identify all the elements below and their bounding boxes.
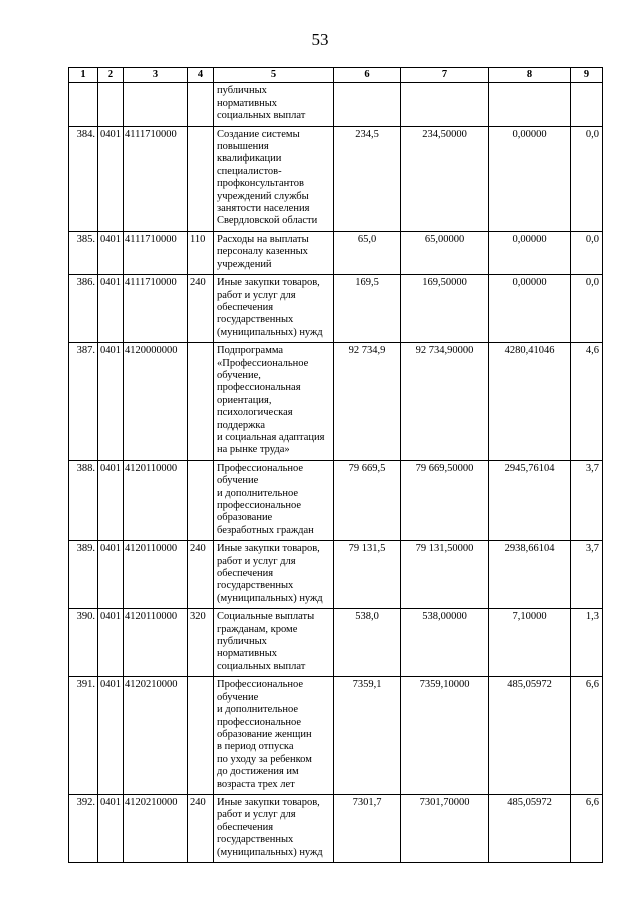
- row-number: 385.: [69, 231, 98, 274]
- expense-type-code: 240: [188, 541, 214, 609]
- page-number: 53: [311, 30, 329, 49]
- execution-percent: 1,3: [571, 609, 603, 677]
- approved-amount: 234,50000: [401, 126, 489, 231]
- planned-amount: [334, 83, 401, 126]
- section-code: [98, 83, 124, 126]
- execution-percent: 6,6: [571, 794, 603, 862]
- target-code: 4120110000: [124, 609, 188, 677]
- expense-type-code: 240: [188, 794, 214, 862]
- table-row: [69, 231, 603, 274]
- approved-amount: 169,50000: [401, 275, 489, 343]
- executed-amount: 2945,76104: [489, 460, 571, 540]
- section-code: 0401: [98, 677, 124, 795]
- budget-table: [68, 67, 603, 863]
- section-code: 0401: [98, 609, 124, 677]
- expense-type-code: [188, 126, 214, 231]
- executed-amount: 485,05972: [489, 677, 571, 795]
- execution-percent: 0,0: [571, 231, 603, 274]
- item-name: публичных нормативных социальных выплат: [214, 83, 334, 126]
- target-code: 4120210000: [124, 677, 188, 795]
- row-number: 392.: [69, 794, 98, 862]
- row-number: 386.: [69, 275, 98, 343]
- section-code: 0401: [98, 794, 124, 862]
- header-col-4: 4: [188, 68, 214, 83]
- execution-percent: 0,0: [571, 275, 603, 343]
- approved-amount: 79 669,50000: [401, 460, 489, 540]
- table-row: [69, 541, 603, 609]
- target-code: 4111710000: [124, 126, 188, 231]
- target-code: 4111710000: [124, 275, 188, 343]
- table-row: [69, 677, 603, 795]
- execution-percent: 4,6: [571, 343, 603, 461]
- header-col-8: 8: [489, 68, 571, 83]
- table-row: [69, 460, 603, 540]
- section-code: 0401: [98, 126, 124, 231]
- expense-type-code: [188, 460, 214, 540]
- planned-amount: 79 669,5: [334, 460, 401, 540]
- executed-amount: 4280,41046: [489, 343, 571, 461]
- approved-amount: 92 734,90000: [401, 343, 489, 461]
- section-code: 0401: [98, 275, 124, 343]
- header-col-3: 3: [124, 68, 188, 83]
- row-number: [69, 83, 98, 126]
- planned-amount: 65,0: [334, 231, 401, 274]
- target-code: 4120210000: [124, 794, 188, 862]
- item-name: Профессиональное обучение и дополнительное профессиональное образование безработных граждан: [214, 460, 334, 540]
- planned-amount: 7301,7: [334, 794, 401, 862]
- row-number: 389.: [69, 541, 98, 609]
- expense-type-code: 240: [188, 275, 214, 343]
- header-row: [69, 68, 603, 83]
- executed-amount: 2938,66104: [489, 541, 571, 609]
- approved-amount: 79 131,50000: [401, 541, 489, 609]
- row-number: 390.: [69, 609, 98, 677]
- header-col-2: 2: [98, 68, 124, 83]
- table-row: [69, 126, 603, 231]
- planned-amount: 79 131,5: [334, 541, 401, 609]
- header-col-9: 9: [571, 68, 603, 83]
- target-code: 4111710000: [124, 231, 188, 274]
- planned-amount: 92 734,9: [334, 343, 401, 461]
- table-row: [69, 275, 603, 343]
- row-number: 391.: [69, 677, 98, 795]
- expense-type-code: [188, 83, 214, 126]
- execution-percent: 6,6: [571, 677, 603, 795]
- header-col-5: 5: [214, 68, 334, 83]
- item-name: Иные закупки товаров, работ и услуг для обеспечения государственных (муниципальных) нужд: [214, 541, 334, 609]
- table-row: [69, 794, 603, 862]
- expense-type-code: 320: [188, 609, 214, 677]
- header-col-7: 7: [401, 68, 489, 83]
- expense-type-code: [188, 677, 214, 795]
- row-number: 384.: [69, 126, 98, 231]
- table-row: [69, 83, 603, 126]
- execution-percent: 3,7: [571, 460, 603, 540]
- approved-amount: 7359,10000: [401, 677, 489, 795]
- approved-amount: 65,00000: [401, 231, 489, 274]
- expense-type-code: 110: [188, 231, 214, 274]
- planned-amount: 538,0: [334, 609, 401, 677]
- planned-amount: 234,5: [334, 126, 401, 231]
- approved-amount: 538,00000: [401, 609, 489, 677]
- approved-amount: 7301,70000: [401, 794, 489, 862]
- target-code: 4120110000: [124, 460, 188, 540]
- target-code: 4120110000: [124, 541, 188, 609]
- executed-amount: 0,00000: [489, 231, 571, 274]
- target-code: [124, 83, 188, 126]
- section-code: 0401: [98, 460, 124, 540]
- section-code: 0401: [98, 541, 124, 609]
- executed-amount: [489, 83, 571, 126]
- planned-amount: 169,5: [334, 275, 401, 343]
- expense-type-code: [188, 343, 214, 461]
- item-name: Профессиональное обучение и дополнительное профессиональное образование женщин в период отпуска по уходу за ребенком до достижения им возраста трех лет: [214, 677, 334, 795]
- item-name: Иные закупки товаров, работ и услуг для обеспечения государственных (муниципальных) нужд: [214, 794, 334, 862]
- target-code: 4120000000: [124, 343, 188, 461]
- item-name: Подпрограмма «Профессиональное обучение, профессиональная ориентация, психологическая поддержка и социальная адаптация на рынке труда»: [214, 343, 334, 461]
- execution-percent: [571, 83, 603, 126]
- item-name: Создание системы повышения квалификации специалистов- профконсультантов учреждений службы занятости населения Свердловской области: [214, 126, 334, 231]
- executed-amount: 0,00000: [489, 275, 571, 343]
- row-number: 387.: [69, 343, 98, 461]
- row-number: 388.: [69, 460, 98, 540]
- execution-percent: 3,7: [571, 541, 603, 609]
- execution-percent: 0,0: [571, 126, 603, 231]
- item-name: Расходы на выплаты персоналу казенных учреждений: [214, 231, 334, 274]
- header-col-6: 6: [334, 68, 401, 83]
- section-code: 0401: [98, 231, 124, 274]
- item-name: Иные закупки товаров, работ и услуг для обеспечения государственных (муниципальных) нужд: [214, 275, 334, 343]
- executed-amount: 0,00000: [489, 126, 571, 231]
- section-code: 0401: [98, 343, 124, 461]
- planned-amount: 7359,1: [334, 677, 401, 795]
- executed-amount: 7,10000: [489, 609, 571, 677]
- header-col-1: 1: [69, 68, 98, 83]
- table-row: [69, 609, 603, 677]
- executed-amount: 485,05972: [489, 794, 571, 862]
- table-row: [69, 343, 603, 461]
- approved-amount: [401, 83, 489, 126]
- item-name: Социальные выплаты гражданам, кроме публичных нормативных социальных выплат: [214, 609, 334, 677]
